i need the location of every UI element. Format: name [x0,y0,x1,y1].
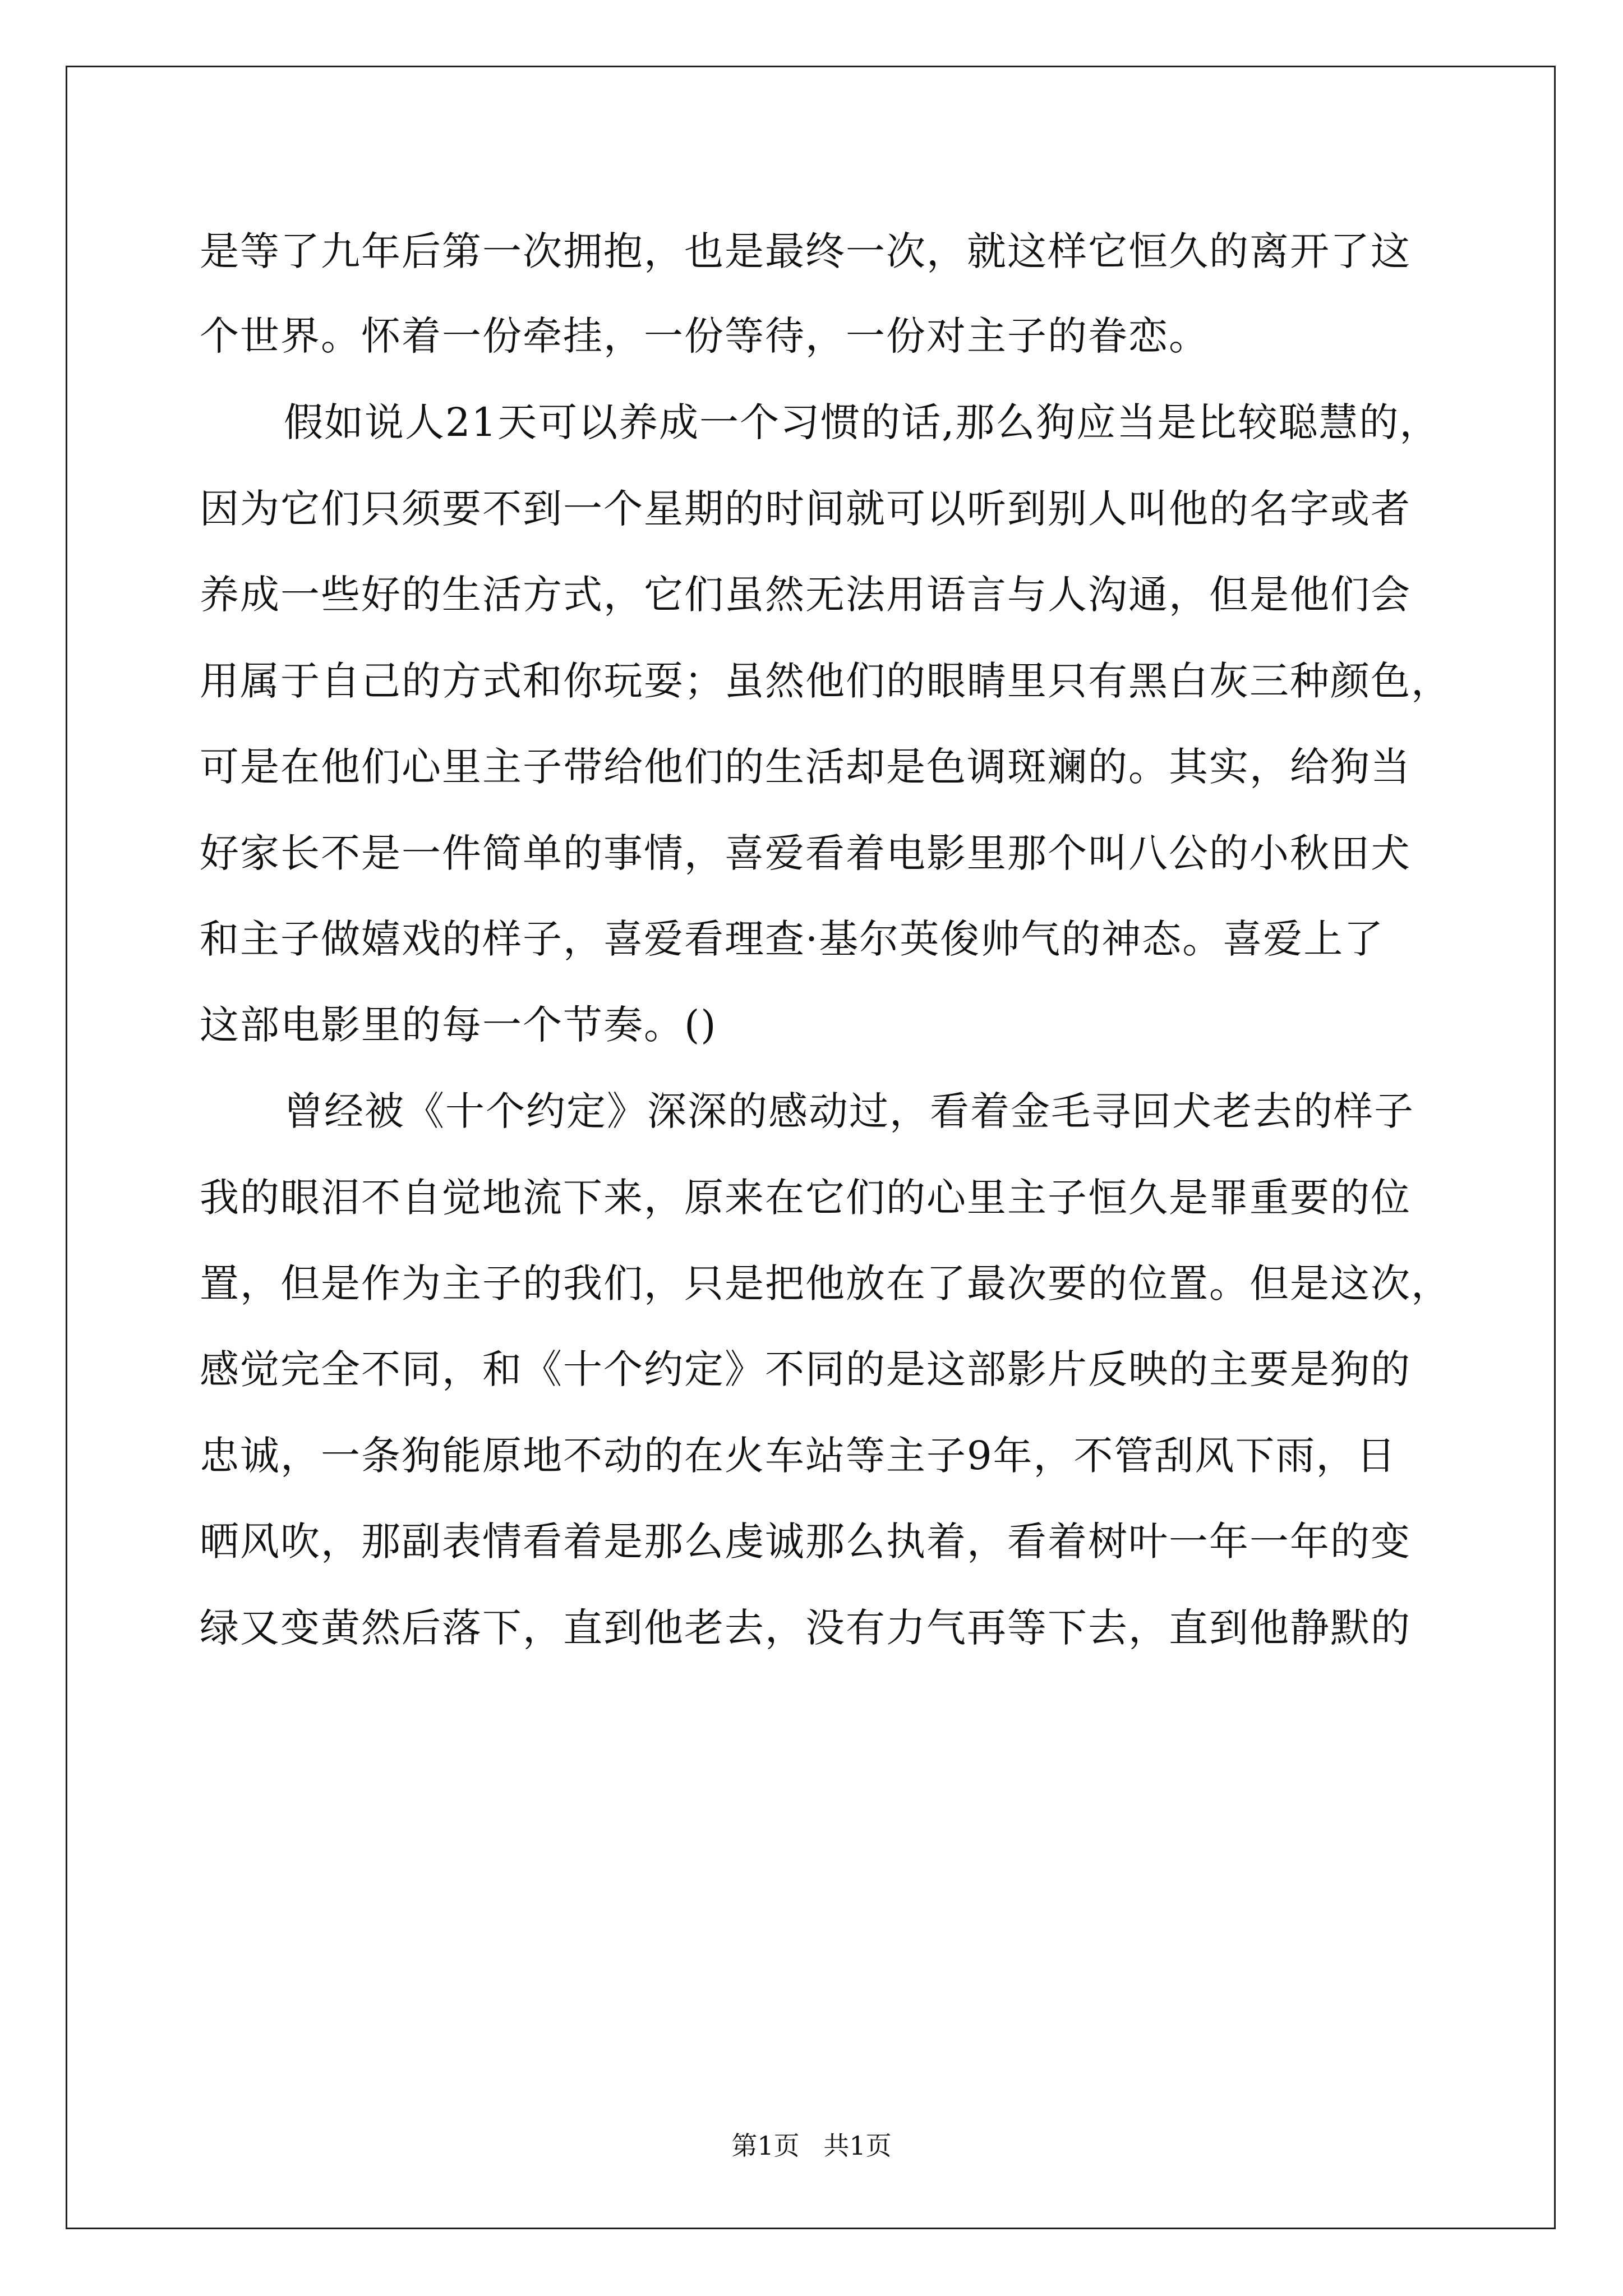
text-line: 可是在他们心里主子带给他们的生活却是色调斑斓的。其实，给狗当 [200,744,1411,790]
page-number: 第1页 [731,2131,800,2161]
text-line: 这部电影里的每一个节奏。() [200,1002,717,1048]
paragraph-start-line: 假如说人21天可以养成一个习惯的话,那么狗应当是比较聪慧的， [284,399,1440,445]
text-line: 用属于自己的方式和你玩耍；虽然他们的眼睛里只有黑白灰三种颜色， [200,658,1451,704]
text-line: 是等了九年后第一次拥抱，也是最终一次，就这样它恒久的离开了这 [200,228,1411,274]
text-line: 忠诚，一条狗能原地不动的在火车站等主子9年，不管刮风下雨，日 [200,1433,1397,1479]
paragraph-start-line: 曾经被《十个约定》深深的感动过，看着金毛寻回犬老去的样子 [284,1088,1414,1134]
text-line: 因为它们只须要不到一个星期的时间就可以听到别人叫他的名字或者 [200,486,1411,532]
text-line: 好家长不是一件简单的事情，喜爱看着电影里那个叫八公的小秋田犬 [200,830,1411,876]
page-border [66,66,1556,2229]
page-footer [0,2129,1623,2162]
text-line: 感觉完全不同，和《十个约定》不同的是这部影片反映的主要是狗的 [200,1346,1411,1392]
text-line: 绿又变黄然后落下，直到他老去，没有力气再等下去，直到他静默的 [200,1605,1411,1651]
text-line: 个世界。怀着一份牵挂，一份等待，一份对主子的眷恋。 [200,313,1209,359]
text-line: 晒风吹，那副表情看着是那么虔诚那么执着，看着树叶一年一年的变 [200,1519,1411,1565]
text-line: 和主子做嬉戏的样子，喜爱看理查·基尔英俊帅气的神态。喜爱上了 [200,916,1385,962]
text-line: 养成一些好的生活方式，它们虽然无法用语言与人沟通，但是他们会 [200,572,1411,618]
page-total: 共1页 [823,2131,892,2161]
text-line: 置，但是作为主子的我们，只是把他放在了最次要的位置。但是这次， [200,1260,1451,1306]
text-line: 我的眼泪不自觉地流下来，原来在它们的心里主子恒久是罪重要的位 [200,1175,1411,1221]
